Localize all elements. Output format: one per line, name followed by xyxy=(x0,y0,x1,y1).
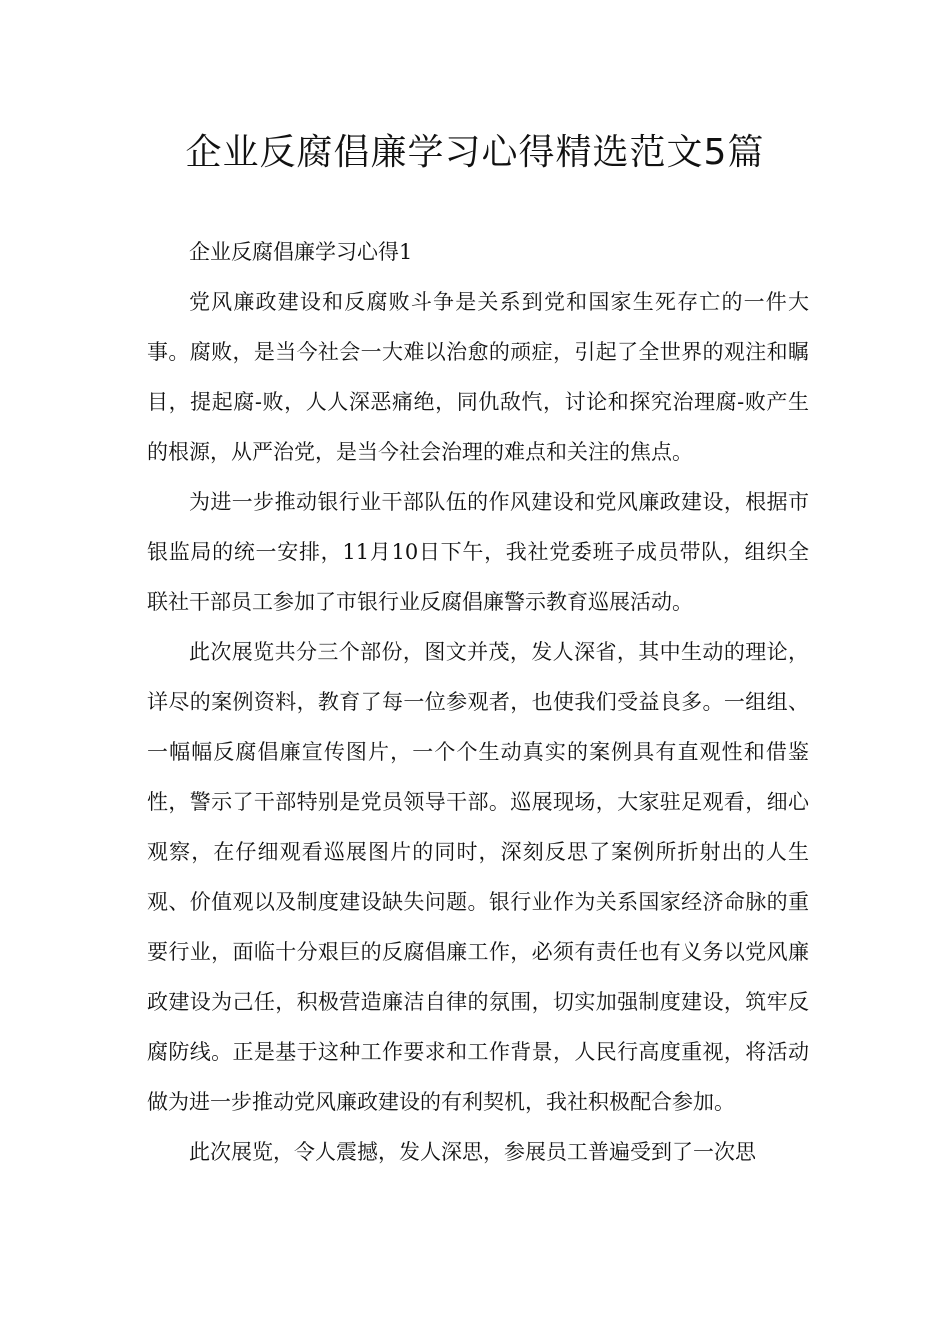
paragraph: 党风廉政建设和反腐败斗争是关系到党和国家生死存亡的一件大事。腐败，是当今社会一大难以治愈的顽症，引起了全世界的观注和瞩目，提起腐-败，人人深恶痛绝，同仇敌忾，讨论和探究治理腐-败产生的根源，从严治党，是当今社会治理的难点和关注的焦点。 xyxy=(147,290,809,464)
paragraph: 此次展览，令人震撼，发人深思，参展员工普遍受到了一次思 xyxy=(189,1140,756,1164)
document-body xyxy=(147,227,809,1177)
section-heading: 企业反腐倡廉学习心得1 xyxy=(189,240,413,264)
document-title: 企业反腐倡廉学习心得精选范文5篇 xyxy=(185,132,765,173)
paragraph: 为进一步推动银行业干部队伍的作风建设和党风廉政建设，根据市银监局的统一安排，11月10日下午，我社党委班子成员带队，组织全联社干部员工参加了市银行业反腐倡廉警示教育巡展活动。 xyxy=(147,490,809,614)
paragraph: 此次展览共分三个部份，图文并茂，发人深省，其中生动的理论，详尽的案例资料，教育了每一位参观者，也使我们受益良多。一组组、一幅幅反腐倡廉宣传图片，一个个生动真实的案例具有直观性和借鉴性，警示了干部特别是党员领导干部。巡展现场，大家驻足观看，细心观察，在仔细观看巡展图片的同时，深刻反思了案例所折射出的人生观、价值观以及制度建设缺失问题。银行业作为关系国家经济命脉的重要行业，面临十分艰巨的反腐倡廉工作，必须有责任也有义务以党风廉政建设为己任，积极营造廉洁自律的氛围，切实加强制度建设，筑牢反腐防线。正是基于这种工作要求和工作背景，人民行高度重视，将活动做为进一步推动党风廉政建设的有利契机，我社积极配合参加。 xyxy=(147,640,809,1114)
